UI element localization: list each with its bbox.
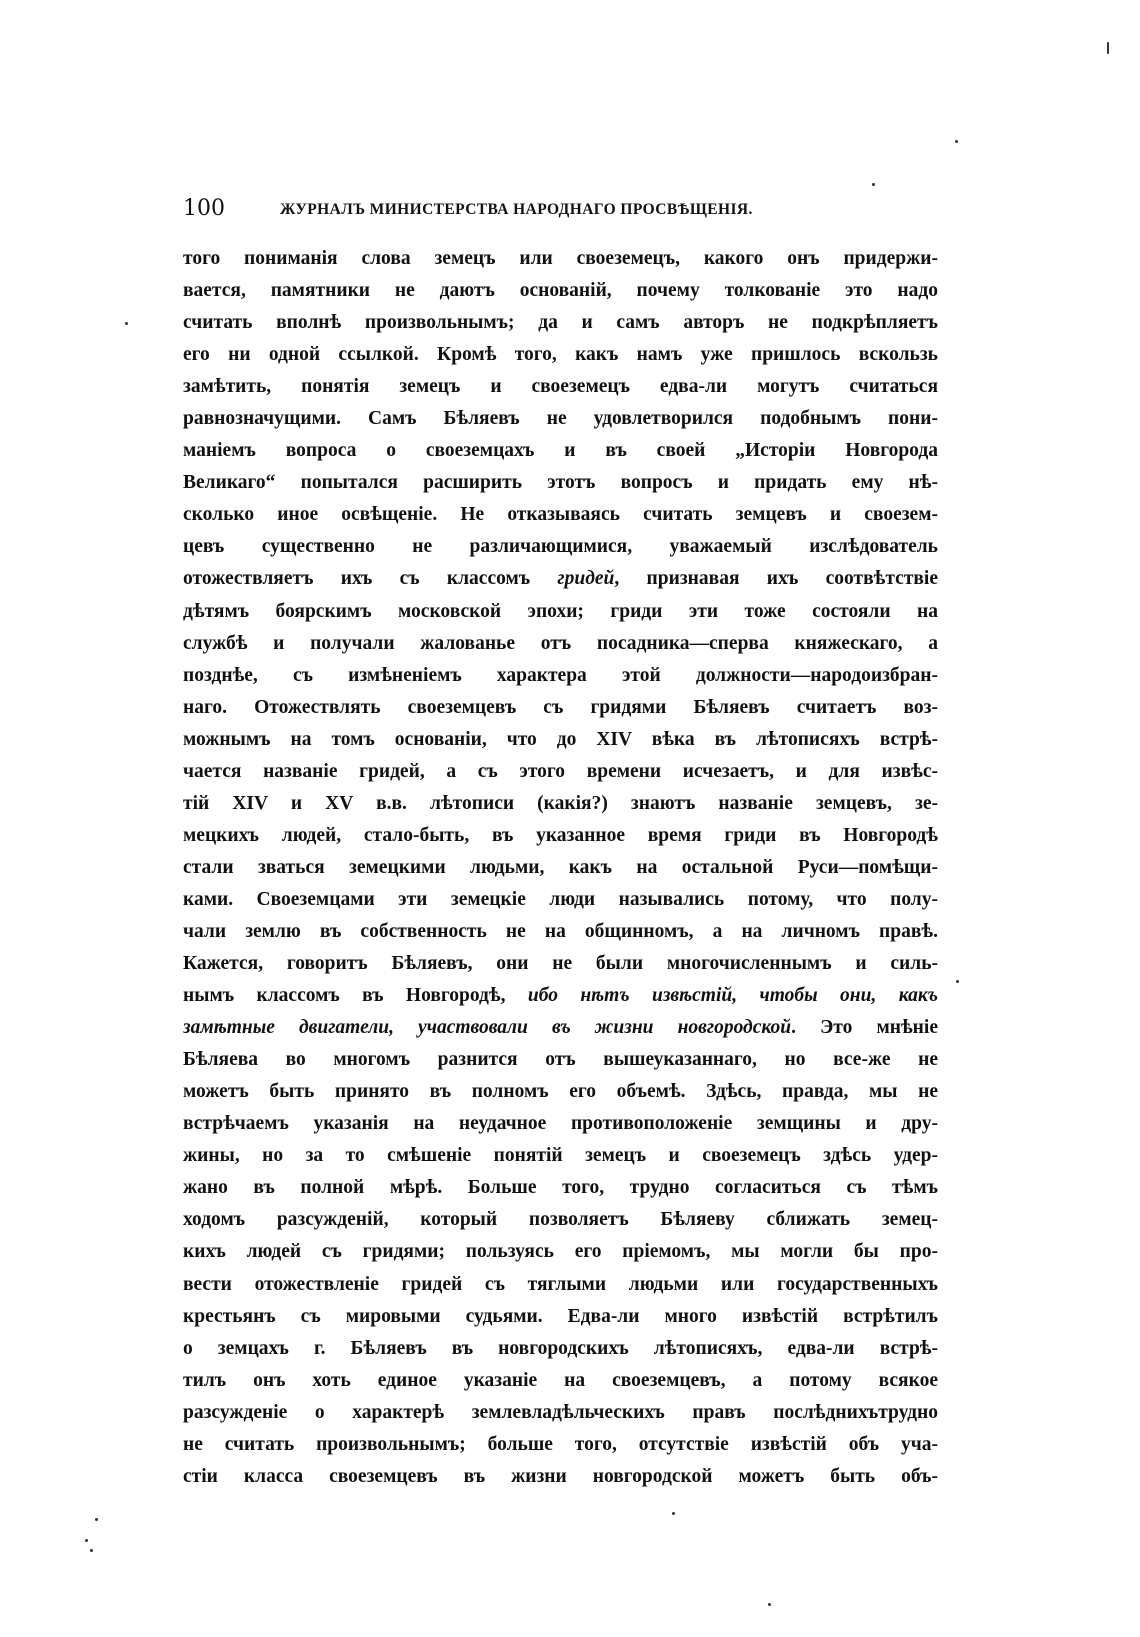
text-line: позднѣе, съ измѣненіемъ характера этой должности—народоизбран-: [183, 664, 938, 686]
scan-speck: [955, 140, 958, 143]
text-line: Бѣляева во многомъ разнится отъ вышеуказаннаго, но все-же не: [183, 1049, 938, 1071]
text-line: Кажется, говоритъ Бѣляевъ, они не были многочисленнымъ и силь-: [183, 953, 938, 975]
body-text: [183, 243, 938, 1493]
text-line: кихъ людей съ гридями; пользуясь его пріемомъ, мы могли бы про-: [183, 1241, 938, 1263]
text-line: ходомъ разсужденій, который позволяетъ Бѣляеву сближать земец-: [183, 1209, 938, 1231]
scan-speck: [672, 1512, 675, 1515]
text-line: жины, но за то смѣшеніе понятій земецъ и своеземецъ здѣсь удер-: [183, 1145, 938, 1167]
text-line: сколько иное освѣщеніе. Не отказываясь считать земцевъ и своезем-: [183, 504, 938, 526]
text-line: цевъ существенно не различающимися, уважаемый изслѣдователь: [183, 536, 938, 558]
text-line: наго. Отожествлять своеземцевъ съ гридями Бѣляевъ считаетъ воз-: [183, 696, 938, 718]
text-line: дѣтямъ боярскимъ московской эпохи; гриди эти тоже состояли на: [183, 600, 938, 622]
text-line: нымъ классомъ въ Новгородѣ, ибо нѣтъ извѣстій, чтобы они, какъ: [183, 985, 938, 1007]
text-line: отожествляетъ ихъ съ классомъ гридей, признавая ихъ соотвѣтствіе: [183, 568, 938, 590]
scan-speck: [90, 1549, 93, 1552]
emphasis-text: замѣтные двигатели, участвовали въ жизни новгородской: [183, 1017, 792, 1039]
scan-speck: [95, 1518, 98, 1521]
text-line: не считать произвольнымъ; больше того, отсутствіе извѣстій объ уча-: [183, 1433, 938, 1455]
text-line: считать вполнѣ произвольнымъ; да и самъ авторъ не подкрѣпляетъ: [183, 312, 938, 334]
scan-speck: [1107, 42, 1109, 54]
scan-speck: [956, 980, 959, 983]
scan-speck: [85, 1539, 88, 1542]
text-line: вается, памятники не даютъ основаній, почему толкованіе это надо: [183, 280, 938, 302]
text-line: службѣ и получали жалованье отъ посадника—сперва княжескаго, а: [183, 632, 938, 654]
running-head: ЖУРНАЛЪ МИНИСТЕРСТВА НАРОДНАГО ПРОСВѢЩЕНІЯ.: [280, 201, 753, 218]
text-line: встрѣчаемъ указанія на неудачное противоположеніе земщины и дру-: [183, 1113, 938, 1135]
text-line: о земцахъ г. Бѣляевъ въ новгородскихъ лѣтописяхъ, едва-ли встрѣ-: [183, 1337, 938, 1359]
text-line: маніемъ вопроса о своеземцахъ и въ своей „Исторіи Новгорода: [183, 440, 938, 462]
emphasis-text: ибо нѣтъ извѣстій, чтобы они, какъ: [527, 985, 938, 1007]
emphasis-text: гридей: [557, 568, 615, 590]
text-line: стали зваться земецкими людьми, какъ на остальной Руси—помѣщи-: [183, 856, 938, 878]
text-line: тилъ онъ хоть единое указаніе на своеземцевъ, а потому всякое: [183, 1369, 938, 1391]
text-line: чали землю въ собственность не на общинномъ, а на личномъ правѣ.: [183, 920, 938, 942]
page-header: [183, 196, 803, 226]
text-line: замѣтить, понятія земецъ и своеземецъ едва-ли могутъ считаться: [183, 376, 938, 398]
page-number: 100: [183, 196, 225, 221]
scan-speck: [768, 1603, 771, 1606]
text-line: можнымъ на томъ основаніи, что до XIV вѣка въ лѣтописяхъ встрѣ-: [183, 728, 938, 750]
text-line: чается названіе гридей, а съ этого времени исчезаетъ, и для извѣс-: [183, 760, 938, 782]
text-line: крестьянъ съ мировыми судьями. Едва-ли много извѣстій встрѣтилъ: [183, 1305, 938, 1327]
text-line: того пониманія слова земецъ или своеземецъ, какого онъ придержи-: [183, 248, 938, 269]
text-line: вести отожествленіе гридей съ тяглыми людьми или государственныхъ: [183, 1273, 938, 1295]
text-line: разсужденіе о характерѣ землевладѣльческихъ правъ послѣднихътрудно: [183, 1401, 938, 1423]
scan-speck: [125, 322, 128, 325]
text-line: его ни одной ссылкой. Кромѣ того, какъ намъ уже пришлось вскользь: [183, 344, 938, 366]
text-line: стіи класса своеземцевъ въ жизни новгородской можетъ быть объ-: [183, 1465, 938, 1487]
text-line: можетъ быть принято въ полномъ его объемѣ. Здѣсь, правда, мы не: [183, 1081, 938, 1103]
text-line: замѣтные двигатели, участвовали въ жизни новгородской. Это мнѣніе: [183, 1017, 938, 1039]
text-line: мецкихъ людей, стало-быть, въ указанное время гриди въ Новгородѣ: [183, 824, 938, 846]
text-line: жано въ полной мѣрѣ. Больше того, трудно согласиться съ тѣмъ: [183, 1177, 938, 1199]
text-line: тій XIV и XV в.в. лѣтописи (какія?) знаютъ названіе земцевъ, зе-: [183, 792, 938, 814]
scan-speck: [872, 183, 875, 186]
text-line: Великаго“ попытался расширить этотъ вопросъ и придать ему нѣ-: [183, 472, 938, 494]
text-line: ками. Своеземцами эти земецкіе люди назывались потому, что полу-: [183, 888, 938, 910]
text-line: равнозначущими. Самъ Бѣляевъ не удовлетворился подобнымъ пони-: [183, 408, 938, 430]
